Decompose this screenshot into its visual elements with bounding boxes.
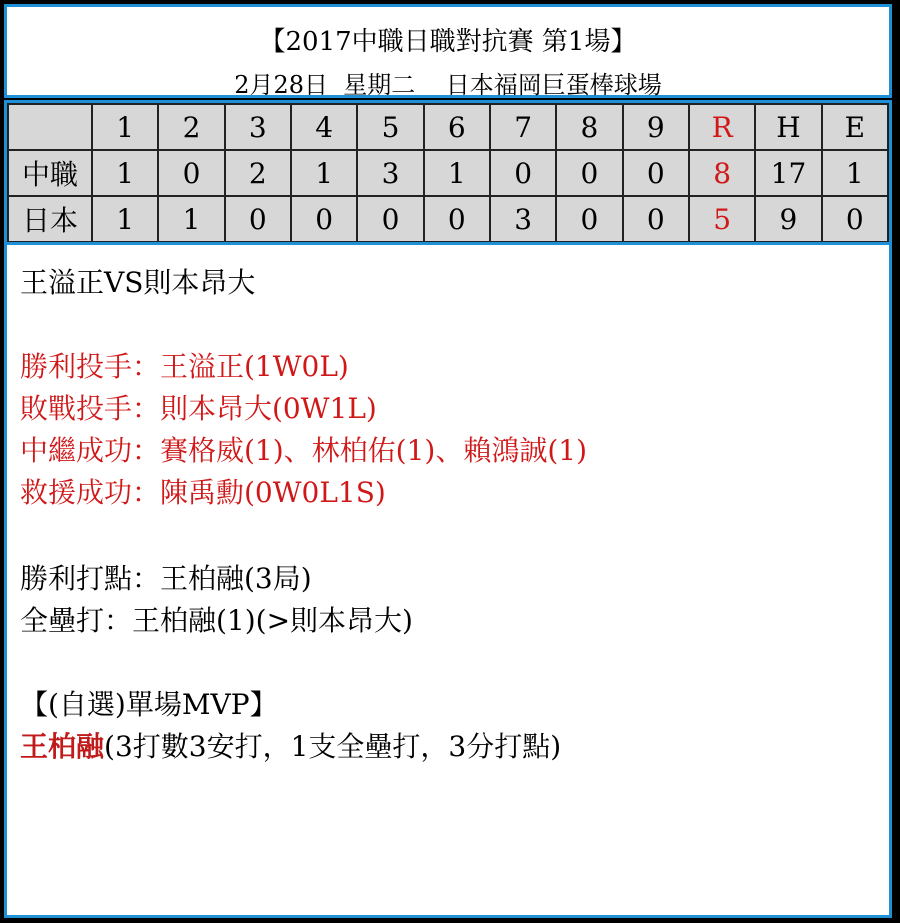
hits-total: 9 (755, 196, 821, 242)
team-name: 日本 (8, 196, 92, 242)
inning-score: 0 (291, 196, 357, 242)
game-notes (4, 242, 892, 918)
game-date: 2月28日 (234, 71, 329, 99)
errors-total: 0 (822, 196, 888, 242)
inning-6-header: 6 (424, 104, 490, 150)
inning-score: 0 (424, 196, 490, 242)
inning-8-header: 8 (556, 104, 622, 150)
win-pitcher: 勝利投手：王溢正(1W0L) (20, 350, 349, 383)
inning-7-header: 7 (490, 104, 556, 150)
game-subtitle (7, 65, 889, 100)
inning-score: 0 (490, 150, 556, 196)
inning-score: 0 (225, 196, 291, 242)
game-title: 【2017中職日職對抗賽 第1場】 (259, 27, 637, 57)
inning-1-header: 1 (92, 104, 158, 150)
scoreboard-row-japan (8, 196, 888, 242)
inning-score: 3 (357, 150, 423, 196)
runs-total: 5 (689, 196, 755, 242)
inning-3-header: 3 (225, 104, 291, 150)
inning-score: 2 (225, 150, 291, 196)
errors-header: E (822, 104, 888, 150)
team-name: 中職 (8, 150, 92, 196)
inning-9-header: 9 (623, 104, 689, 150)
game-winning-rbi: 勝利打點：王柏融(3局) (20, 562, 312, 595)
inning-2-header: 2 (158, 104, 224, 150)
inning-4-header: 4 (291, 104, 357, 150)
game-weekday: 星期二 (343, 71, 416, 99)
errors-total: 1 (822, 150, 888, 196)
hold-pitchers: 中繼成功：賽格威(1)、林柏佑(1)、賴鴻誠(1) (20, 434, 587, 467)
inning-5-header: 5 (357, 104, 423, 150)
runs-total: 8 (689, 150, 755, 196)
save-pitcher: 救援成功：陳禹勳(0W0L1S) (20, 476, 386, 509)
inning-score: 0 (357, 196, 423, 242)
inning-score: 0 (556, 150, 622, 196)
mvp-stats: (3打數3安打，1支全壘打，3分打點) (104, 730, 562, 763)
inning-score: 1 (424, 150, 490, 196)
inning-score: 0 (158, 150, 224, 196)
inning-score: 1 (92, 150, 158, 196)
scoreboard-table (7, 103, 889, 243)
inning-score: 0 (556, 196, 622, 242)
starting-matchup: 王溢正VS則本昂大 (20, 266, 256, 299)
inning-score: 1 (92, 196, 158, 242)
corner-cell (8, 104, 92, 150)
inning-score: 1 (158, 196, 224, 242)
inning-score: 0 (623, 196, 689, 242)
inning-score: 0 (623, 150, 689, 196)
runs-header: R (689, 104, 755, 150)
mvp-line (20, 725, 561, 765)
inning-score: 1 (291, 150, 357, 196)
scoreboard-header-row (8, 104, 888, 150)
game-header (4, 4, 892, 98)
hits-total: 17 (755, 150, 821, 196)
game-venue: 日本福岡巨蛋棒球場 (445, 71, 662, 99)
inning-score: 3 (490, 196, 556, 242)
home-runs: 全壘打：王柏融(1)(>則本昂大) (20, 604, 413, 637)
hits-header: H (755, 104, 821, 150)
mvp-header: 【(自選)單場MVP】 (20, 688, 278, 721)
mvp-name: 王柏融 (20, 730, 105, 763)
scoreboard (4, 100, 892, 242)
loss-pitcher: 敗戰投手：則本昂大(0W1L) (20, 392, 377, 425)
scoreboard-row-ctbl (8, 150, 888, 196)
